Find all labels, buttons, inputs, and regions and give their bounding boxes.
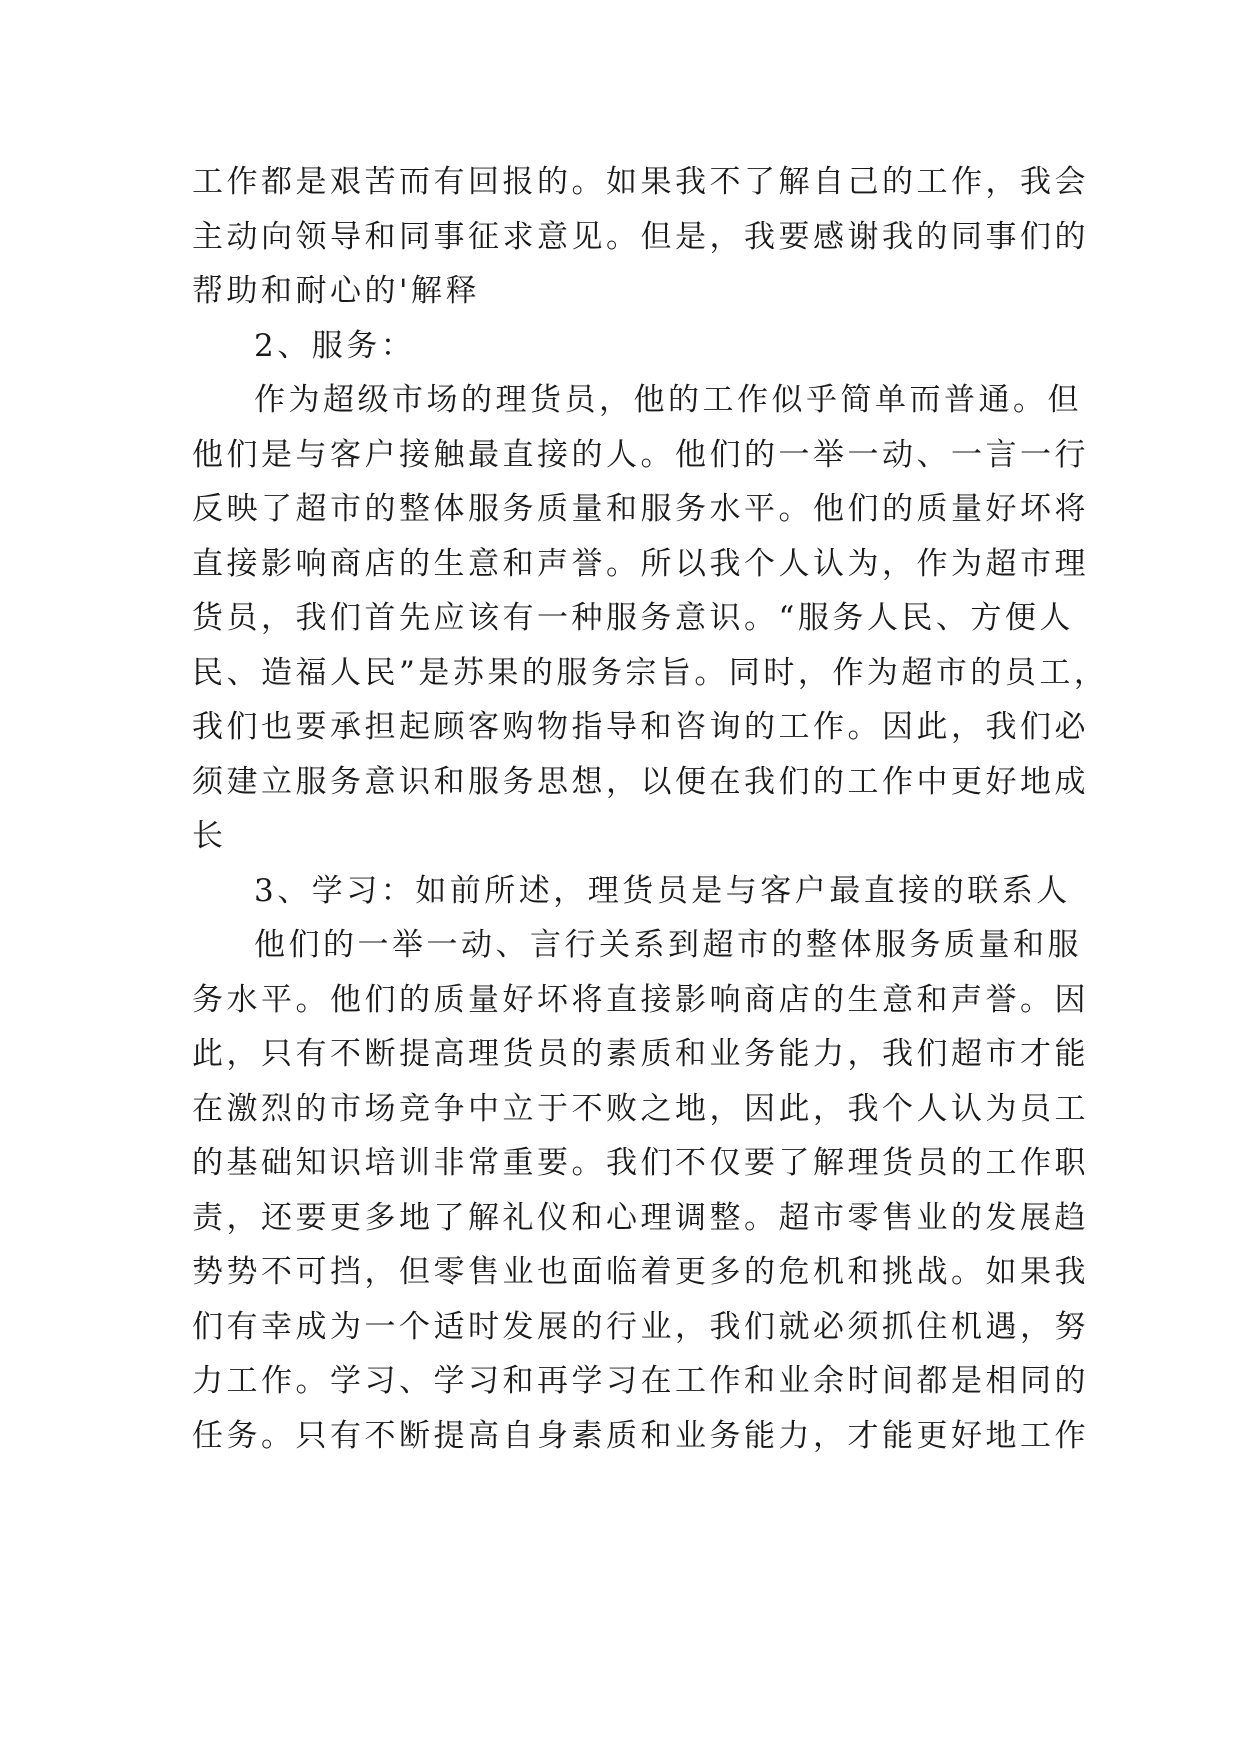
text-line: 他们是与客户接触最直接的人。他们的一举一动、一言一行 [192, 436, 1089, 473]
body-text [192, 155, 1109, 1463]
text-line: 工作都是艰苦而有回报的。如果我不了解自己的工作，我会 [192, 164, 1089, 200]
text-line: 任务。只有不断提高自身素质和业务能力，才能更好地工作 [192, 1417, 1089, 1454]
section-heading-service: 2、服务： [254, 327, 416, 364]
text-line: 此，只有不断提高理货员的素质和业务能力，我们超市才能 [192, 1036, 1089, 1072]
text-line: 他们的一举一动、言行关系到超市的整体服务质量和服 [254, 927, 1082, 963]
text-line: 们有幸成为一个适时发展的行业，我们就必须抓住机遇，努 [192, 1308, 1089, 1345]
text-line: 务水平。他们的质量好坏将直接影响商店的生意和声誉。因 [192, 981, 1089, 1018]
text-line: 直接影响商店的生意和声誉。所以我个人认为，作为超市理 [192, 545, 1089, 582]
text-line: 责，还要更多地了解礼仪和心理调整。超市零售业的发展趋 [192, 1199, 1089, 1236]
text-line: 力工作。学习、学习和再学习在工作和业余时间都是相同的 [192, 1363, 1089, 1399]
text-line: 我们也要承担起顾客购物指导和咨询的工作。因此，我们必 [192, 709, 1089, 745]
section-heading-study: 3、学习：如前所述，理货员是与客户最直接的联系人 [254, 872, 1071, 909]
text-line: 长 [192, 818, 227, 854]
text-line: 的基础知识培训非常重要。我们不仅要了解理货员的工作职 [192, 1145, 1089, 1181]
text-line: 货员，我们首先应该有一种服务意识。“服务人民、方便人 [192, 600, 1074, 636]
text-line: 须建立服务意识和服务思想，以便在我们的工作中更好地成 [192, 763, 1089, 800]
text-line: 帮助和耐心的'解释 [192, 273, 481, 309]
text-line: 反映了超市的整体服务质量和服务水平。他们的质量好坏将 [192, 491, 1089, 527]
text-line: 主动向领导和同事征求意见。但是，我要感谢我的同事们的 [192, 218, 1089, 255]
text-line: 在激烈的市场竞争中立于不败之地，因此，我个人认为员工 [192, 1090, 1089, 1127]
text-line: 民、造福人民”是苏果的服务宗旨。同时，作为超市的员工， [192, 654, 1109, 691]
text-line: 作为超级市场的理货员，他的工作似乎简单而普通。但 [254, 382, 1082, 418]
text-line: 势势不可挡，但零售业也面临着更多的危机和挑战。如果我 [192, 1254, 1089, 1290]
